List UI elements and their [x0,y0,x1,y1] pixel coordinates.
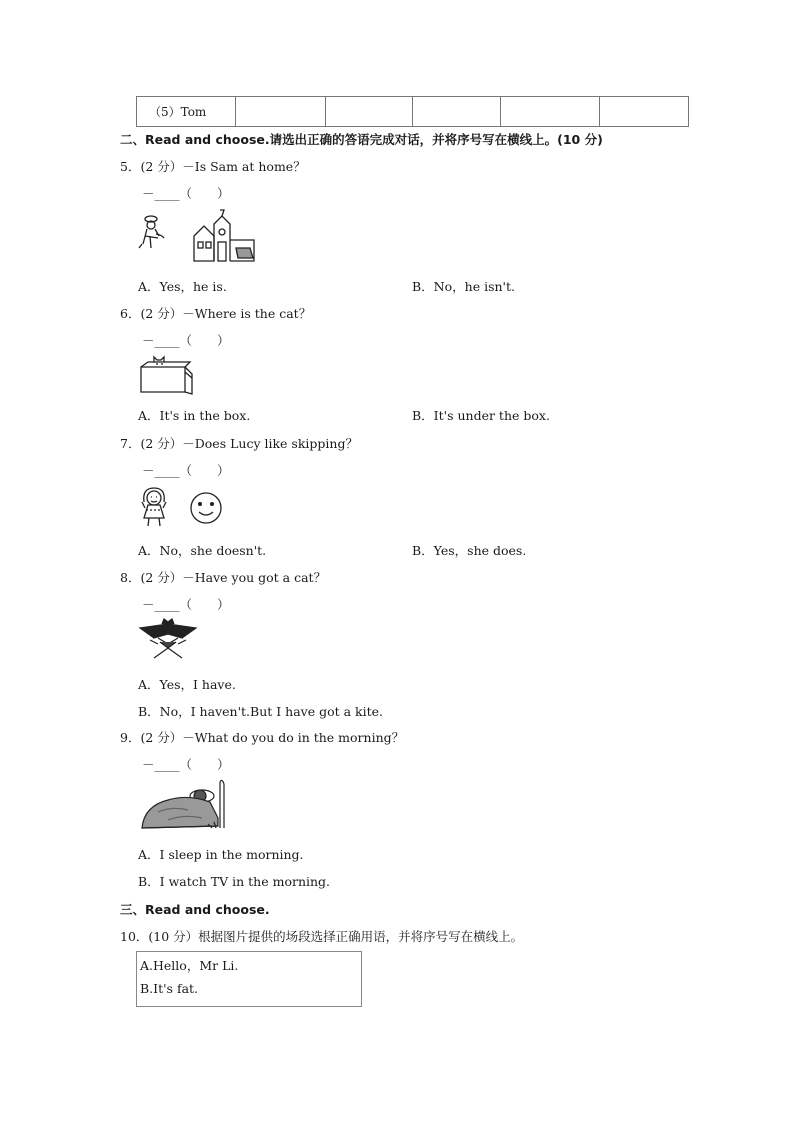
question-stem: 6．(2 分）－Where is the cat？ [120,306,312,321]
table-cell [501,97,600,127]
option-a[interactable]: A．It's in the box. [138,408,251,423]
table-cell [413,97,501,127]
table-row [137,97,689,127]
option-b[interactable]: B．No，he isn't. [412,279,515,294]
q5-pictures [136,206,260,266]
option-b[interactable]: B．I watch TV in the morning. [138,874,331,889]
cat-in-box-icon [138,354,196,396]
table-cell [326,97,413,127]
question-stem: 8．(2 分）－Have you got a cat？ [120,570,327,585]
option-b[interactable]: B．It's under the box. [412,408,550,423]
answer-blank[interactable]: －____（ ） [142,597,230,612]
section-heading: 二、Read and choose.请选出正确的答语完成对话，并将序号写在横线上。(10 分) [120,132,603,147]
question-stem: 9．(2 分）－What do you do in the morning？ [120,730,405,745]
answer-blank[interactable]: －____（ ） [142,463,230,478]
person-icon [139,216,164,248]
answer-table [136,96,689,127]
q10-options-box [136,951,362,1007]
sleeping-in-bed-icon [138,778,230,832]
table-row-label: （5）Tom [137,97,236,127]
question-stem: 5．(2 分）－Is Sam at home？ [120,159,306,174]
question-stem: 7．(2 分）－Does Lucy like skipping？ [120,436,358,451]
option-b[interactable]: B．Yes，she does. [412,543,527,558]
answer-blank[interactable]: －____（ ） [142,333,230,348]
option-a[interactable]: A．No，she doesn't. [138,543,267,558]
table-cell [600,97,689,127]
smiley-icon [191,493,221,523]
section-heading: 三、Read and choose. [120,902,270,917]
house-icon [194,210,254,261]
girl-icon [142,488,166,526]
option-a[interactable]: A．Yes，he is. [138,279,227,294]
q10-option-a: A.Hello，Mr Li. [140,958,239,973]
kite-icon [138,618,200,662]
table-cell [236,97,326,127]
q10-option-b: B.It's fat. [140,981,199,996]
q7-pictures [138,484,228,528]
option-a[interactable]: A．I sleep in the morning. [138,847,304,862]
answer-blank[interactable]: －____（ ） [142,186,230,201]
option-a[interactable]: A．Yes，I have. [138,677,236,692]
question-stem: 10．(10 分）根据图片提供的场段选择正确用语，并将序号写在横线上。 [120,929,524,944]
answer-blank[interactable]: －____（ ） [142,757,230,772]
option-b[interactable]: B．No，I haven't.But I have got a kite. [138,704,384,719]
